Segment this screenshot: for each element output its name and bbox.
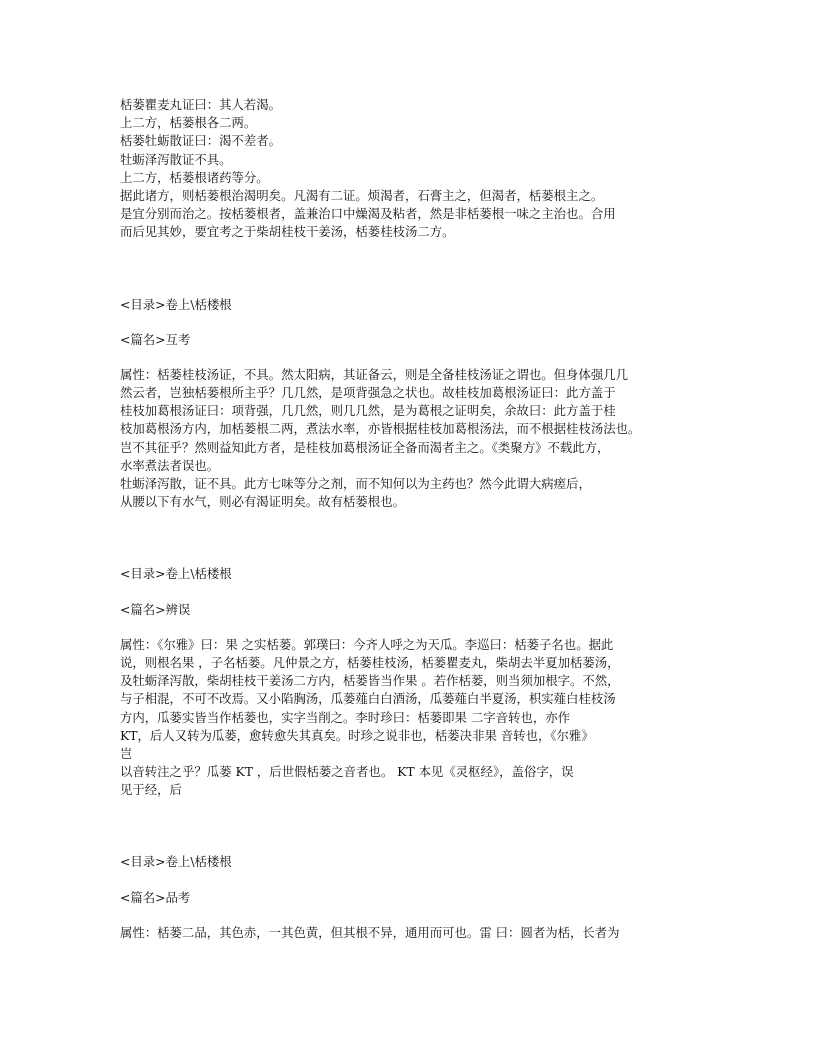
chapter-title: <篇名>互考 bbox=[120, 331, 191, 347]
text-line: 栝蒌瞿麦丸证曰：其人若渴。 bbox=[120, 97, 282, 112]
text-line: 水率煮法者误也。 bbox=[120, 457, 220, 473]
text-line: 上二方，栝蒌根各二两。 bbox=[120, 115, 257, 131]
section-block bbox=[120, 853, 720, 942]
text-line: 方内，瓜蒌实皆当作栝蒌也，实字当削之。李时珍曰：栝蒌即果 二字音转也，亦作 bbox=[120, 709, 571, 725]
text-line: 以音转注之乎？瓜蒌 KT ，后世假栝蒌之音者也。 KT 本见《灵枢经》，盖俗字，误 bbox=[120, 764, 574, 780]
text-line: 枝加葛根汤方内，加栝蒌根二两，煮法水率，亦皆根据桂枝加葛根汤法，而不根据桂枝汤法也。 bbox=[120, 421, 641, 437]
section-heading: <目录>卷上\栝楼根 bbox=[120, 854, 232, 870]
text-line: 属性：栝蒌桂枝汤证，不具。然太阳病，其证备云，则是全备桂枝汤证之谓也。但身体强几几 bbox=[120, 366, 629, 382]
text-line: 桂枝加葛根汤证曰：项背强，几几然，则几几然，是为葛根之证明矣，余故曰：此方盖于桂 bbox=[120, 403, 616, 419]
text-line: 与子相混，不可不改焉。又小陷胸汤，瓜蒌薤白白酒汤，瓜蒌薤白半夏汤，枳实薤白桂枝汤 bbox=[120, 691, 616, 707]
text-line: 岂不其征乎？然则益知此方者，是桂枝加葛根汤证全备而渴者主之。《类聚方》不载此方， bbox=[120, 439, 610, 455]
document-page bbox=[120, 96, 720, 942]
text-block bbox=[120, 96, 720, 242]
text-line: 牡蛎泽泻散证不具。 bbox=[120, 151, 232, 167]
text-line: KT，后人又转为瓜蒌，愈转愈失其真矣。时珍之说非也，栝蒌决非果 音转也，《尔雅》 bbox=[120, 727, 594, 743]
text-line: 属性：《尔雅》曰：果 之实栝蒌。郭璞曰：今齐人呼之为天瓜。李巡曰：栝蒌子名也。据此 bbox=[120, 636, 614, 652]
text-line: 及牡蛎泽泻散，柴胡桂枝干姜汤二方内，栝蒌皆当作果 。若作栝蒌，则当须加根字。不然， bbox=[120, 673, 620, 689]
text-line: 而后见其妙，要宜考之于柴胡桂枝干姜汤，栝蒌桂枝汤二方。 bbox=[120, 224, 455, 240]
section-heading: <目录>卷上\栝楼根 bbox=[120, 566, 232, 582]
section-block bbox=[120, 565, 720, 799]
text-line: 从腰以下有水气，则必有渴证明矣。故有栝蒌根也。 bbox=[120, 494, 405, 510]
section-block bbox=[120, 296, 720, 512]
text-line: 见于经，后 bbox=[120, 782, 182, 798]
text-line: 然云者，岂独栝蒌根所主乎？几几然，是项背强急之状也。故桂枝加葛根汤证曰：此方盖于 bbox=[120, 385, 616, 401]
text-line: 牡蛎泽泻散，证不具。此方七味等分之剂，而不知何以为主药也？然今此谓大病瘥后， bbox=[120, 476, 591, 491]
text-line: 岂 bbox=[120, 745, 133, 761]
chapter-title: <篇名>辨误 bbox=[120, 601, 191, 617]
chapter-title: <篇名>品考 bbox=[120, 889, 191, 905]
text-line: 栝蒌牡蛎散证曰：渴不差者。 bbox=[120, 133, 282, 149]
text-line: 上二方，栝蒌根诸药等分。 bbox=[120, 169, 269, 185]
text-line: 说，则根名果 ，子名栝蒌。凡仲景之方，栝蒌桂枝汤，栝蒌瞿麦丸，柴胡去半夏加栝蒌汤， bbox=[120, 654, 620, 670]
text-line: 属性：栝蒌二品，其色赤，一其色黄，但其根不异，通用而可也。雷 曰：圆者为栝，长者为 bbox=[120, 924, 620, 940]
text-line: 据此诸方，则栝蒌根治渴明矣。凡渴有二证。烦渴者，石膏主之，但渴者，栝蒌根主之。 bbox=[120, 187, 604, 203]
section-heading: <目录>卷上\栝楼根 bbox=[120, 296, 232, 312]
text-line: 是宜分别而治之。按栝蒌根者，盖兼治口中燥渴及粘者，然是非栝蒌根一味之主治也。合用 bbox=[120, 206, 616, 222]
